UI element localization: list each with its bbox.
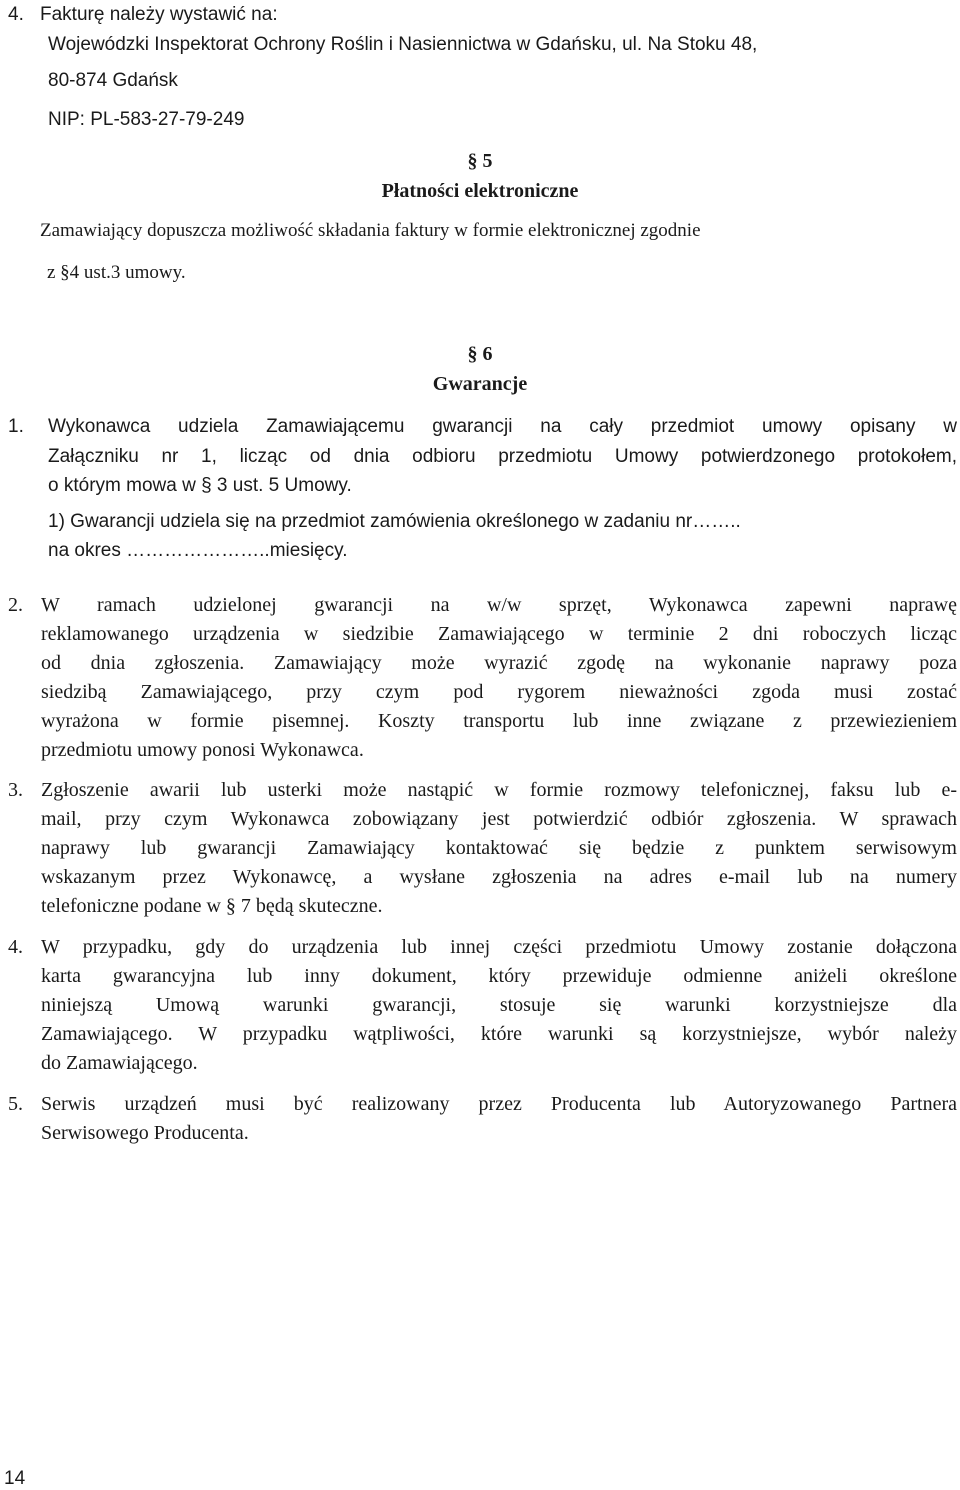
invoice-line-4: NIP: PL-583-27-79-249 <box>48 109 245 130</box>
item-2-line-2: reklamowanego urządzenia w siedzibie Zamawiającego w terminie 2 dni roboczych licząc <box>41 623 957 645</box>
section-6-title: Gwarancje <box>432 373 528 395</box>
item-4-line-1: W przypadku, gdy do urządzenia lub innej części przedmiotu Umowy zostanie dołączona <box>41 936 957 958</box>
item-1-line-3: o którym mowa w § 3 ust. 5 Umowy. <box>48 475 352 496</box>
list-number: 4. <box>8 936 23 958</box>
list-number: 4. <box>8 4 24 25</box>
item-1-sub-line-2: na okres …………………..miesięcy. <box>48 540 348 561</box>
section-5-line-1: Zamawiający dopuszcza możliwość składania faktury w formie elektronicznej zgodnie <box>40 220 701 241</box>
item-2-line-3: od dnia zgłoszenia. Zamawiający może wyrazić zgodę na wykonanie naprawy poza <box>41 652 957 674</box>
page-number: 14 <box>4 1468 26 1489</box>
list-number: 1. <box>8 416 24 437</box>
list-number: 5. <box>8 1093 23 1115</box>
item-3-line-1: Zgłoszenie awarii lub usterki może nastąpić w formie rozmowy telefonicznej, faksu lub e- <box>41 779 957 801</box>
item-2-line-5: wyrażona w formie pisemnej. Koszty transportu lub inne związane z przewiezieniem <box>41 710 957 732</box>
invoice-line-1: Fakturę należy wystawić na: <box>40 4 278 25</box>
item-4-line-4: Zamawiającego. W przypadku wątpliwości, które warunki są korzystniejsze, wybór należy <box>41 1023 957 1045</box>
section-5-mark: § 5 <box>467 150 493 172</box>
section-5-title: Płatności elektroniczne <box>381 180 579 202</box>
item-2-line-1: W ramach udzielonej gwarancji na w/w sprzęt, Wykonawca zapewni naprawę <box>41 594 957 616</box>
item-1-line-1: Wykonawca udziela Zamawiającemu gwarancji na cały przedmiot umowy opisany w <box>48 416 957 437</box>
section-6-mark: § 6 <box>467 343 493 365</box>
item-4-line-2: karta gwarancyjna lub inny dokument, który przewiduje odmienne aniżeli określone <box>41 965 957 987</box>
item-5-line-2: Serwisowego Producenta. <box>41 1122 249 1144</box>
item-2-line-4: siedzibą Zamawiającego, przy czym pod rygorem nieważności zgoda musi zostać <box>41 681 957 703</box>
item-1-line-2: Załączniku nr 1, licząc od dnia odbioru przedmiotu Umowy potwierdzonego protokołem, <box>48 446 957 467</box>
list-number: 3. <box>8 779 23 801</box>
section-5-line-2: z §4 ust.3 umowy. <box>47 262 186 283</box>
item-4-line-3: niniejszą Umową warunki gwarancji, stosuje się warunki korzystniejsze dla <box>41 994 957 1016</box>
invoice-line-2: Wojewódzki Inspektorat Ochrony Roślin i Nasiennictwa w Gdańsku, ul. Na Stoku 48, <box>48 34 758 55</box>
item-4-line-5: do Zamawiającego. <box>41 1052 198 1074</box>
item-3-line-3: naprawy lub gwarancji Zamawiający kontaktować się będzie z punktem serwisowym <box>41 837 957 859</box>
item-3-line-4: wskazanym przez Wykonawcę, a wysłane zgłoszenia na adres e-mail lub na numery <box>41 866 957 888</box>
list-number: 2. <box>8 594 23 616</box>
item-1-sub-line-1: 1) Gwarancji udziela się na przedmiot zamówienia określonego w zadaniu nr…….. <box>48 511 741 532</box>
item-3-line-2: mail, przy czym Wykonawca zobowiązany jest potwierdzić odbiór zgłoszenia. W sprawach <box>41 808 957 830</box>
item-2-line-6: przedmiotu umowy ponosi Wykonawca. <box>41 739 364 761</box>
invoice-line-3: 80-874 Gdańsk <box>48 70 178 91</box>
item-5-line-1: Serwis urządzeń musi być realizowany przez Producenta lub Autoryzowanego Partnera <box>41 1093 957 1115</box>
item-3-line-5: telefoniczne podane w § 7 będą skuteczne. <box>41 895 383 917</box>
